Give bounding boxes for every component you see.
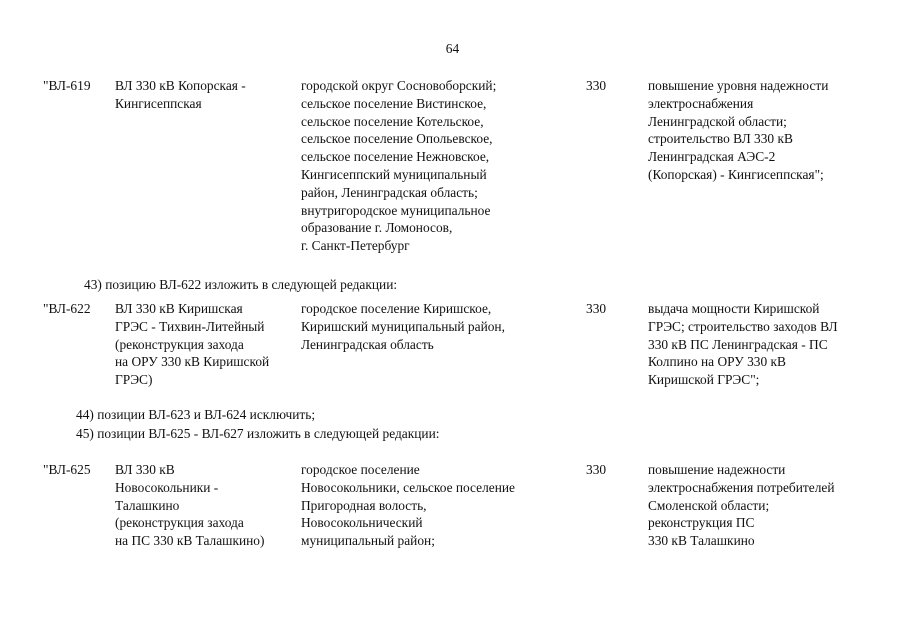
line-code: "ВЛ-622 xyxy=(43,301,91,316)
line-name: ВЛ 330 кВ Копорская - Кингисеппская xyxy=(115,78,246,111)
amendment-paragraph: 44) позиции ВЛ-623 и ВЛ-624 исключить; xyxy=(76,407,316,422)
line-territory: городское поселение Киришское, Киришский муниципальный район, Ленинградская область xyxy=(301,301,505,352)
line-purpose: повышение уровня надежности электроснабжения Ленинградской области; строительство ВЛ 330 кВ Ленинградская АЭС-2 (Копорская) - Кингисеппская"; xyxy=(648,78,829,182)
line-voltage: 330 xyxy=(586,462,607,477)
line-code: "ВЛ-625 xyxy=(43,462,91,477)
amendment-paragraph: 45) позиции ВЛ-625 - ВЛ-627 изложить в следующей редакции: xyxy=(76,426,440,441)
line-voltage: 330 xyxy=(586,78,607,93)
line-purpose: повышение надежности электроснабжения потребителей Смоленской области; реконструкция ПС 330 кВ Талашкино xyxy=(648,462,835,549)
line-name: ВЛ 330 кВ Новосокольники - Талашкино (реконструкция захода на ПС 330 кВ Талашкино) xyxy=(115,462,265,549)
line-name: ВЛ 330 кВ Киришская ГРЭС - Тихвин-Литейный (реконструкция захода на ОРУ 330 кВ Киришской ГРЭС) xyxy=(115,301,270,388)
amendment-paragraph: 43) позицию ВЛ-622 изложить в следующей редакции: xyxy=(84,277,398,292)
line-voltage: 330 xyxy=(586,301,607,316)
line-purpose: выдача мощности Киришской ГРЭС; строительство заходов ВЛ 330 кВ ПС Ленинградская - ПС Колпино на ОРУ 330 кВ Киришской ГРЭС"; xyxy=(648,301,838,388)
line-territory: городской округ Сосновоборский; сельское поселение Вистинское, сельское поселение Котельское, сельское поселение Опольевское, сельское поселение Нежновское, Кингисеппский муниципальный район, Ленинградская область; внутригородское муниципальное образование г. Ломоносов, г. Санкт-Петербург xyxy=(301,78,497,254)
line-code: "ВЛ-619 xyxy=(43,78,91,93)
line-territory: городское поселение Новосокольники, сельское поселение Пригородная волость, Новосокольнический муниципальный район; xyxy=(301,462,516,549)
page-number: 64 xyxy=(445,41,460,56)
